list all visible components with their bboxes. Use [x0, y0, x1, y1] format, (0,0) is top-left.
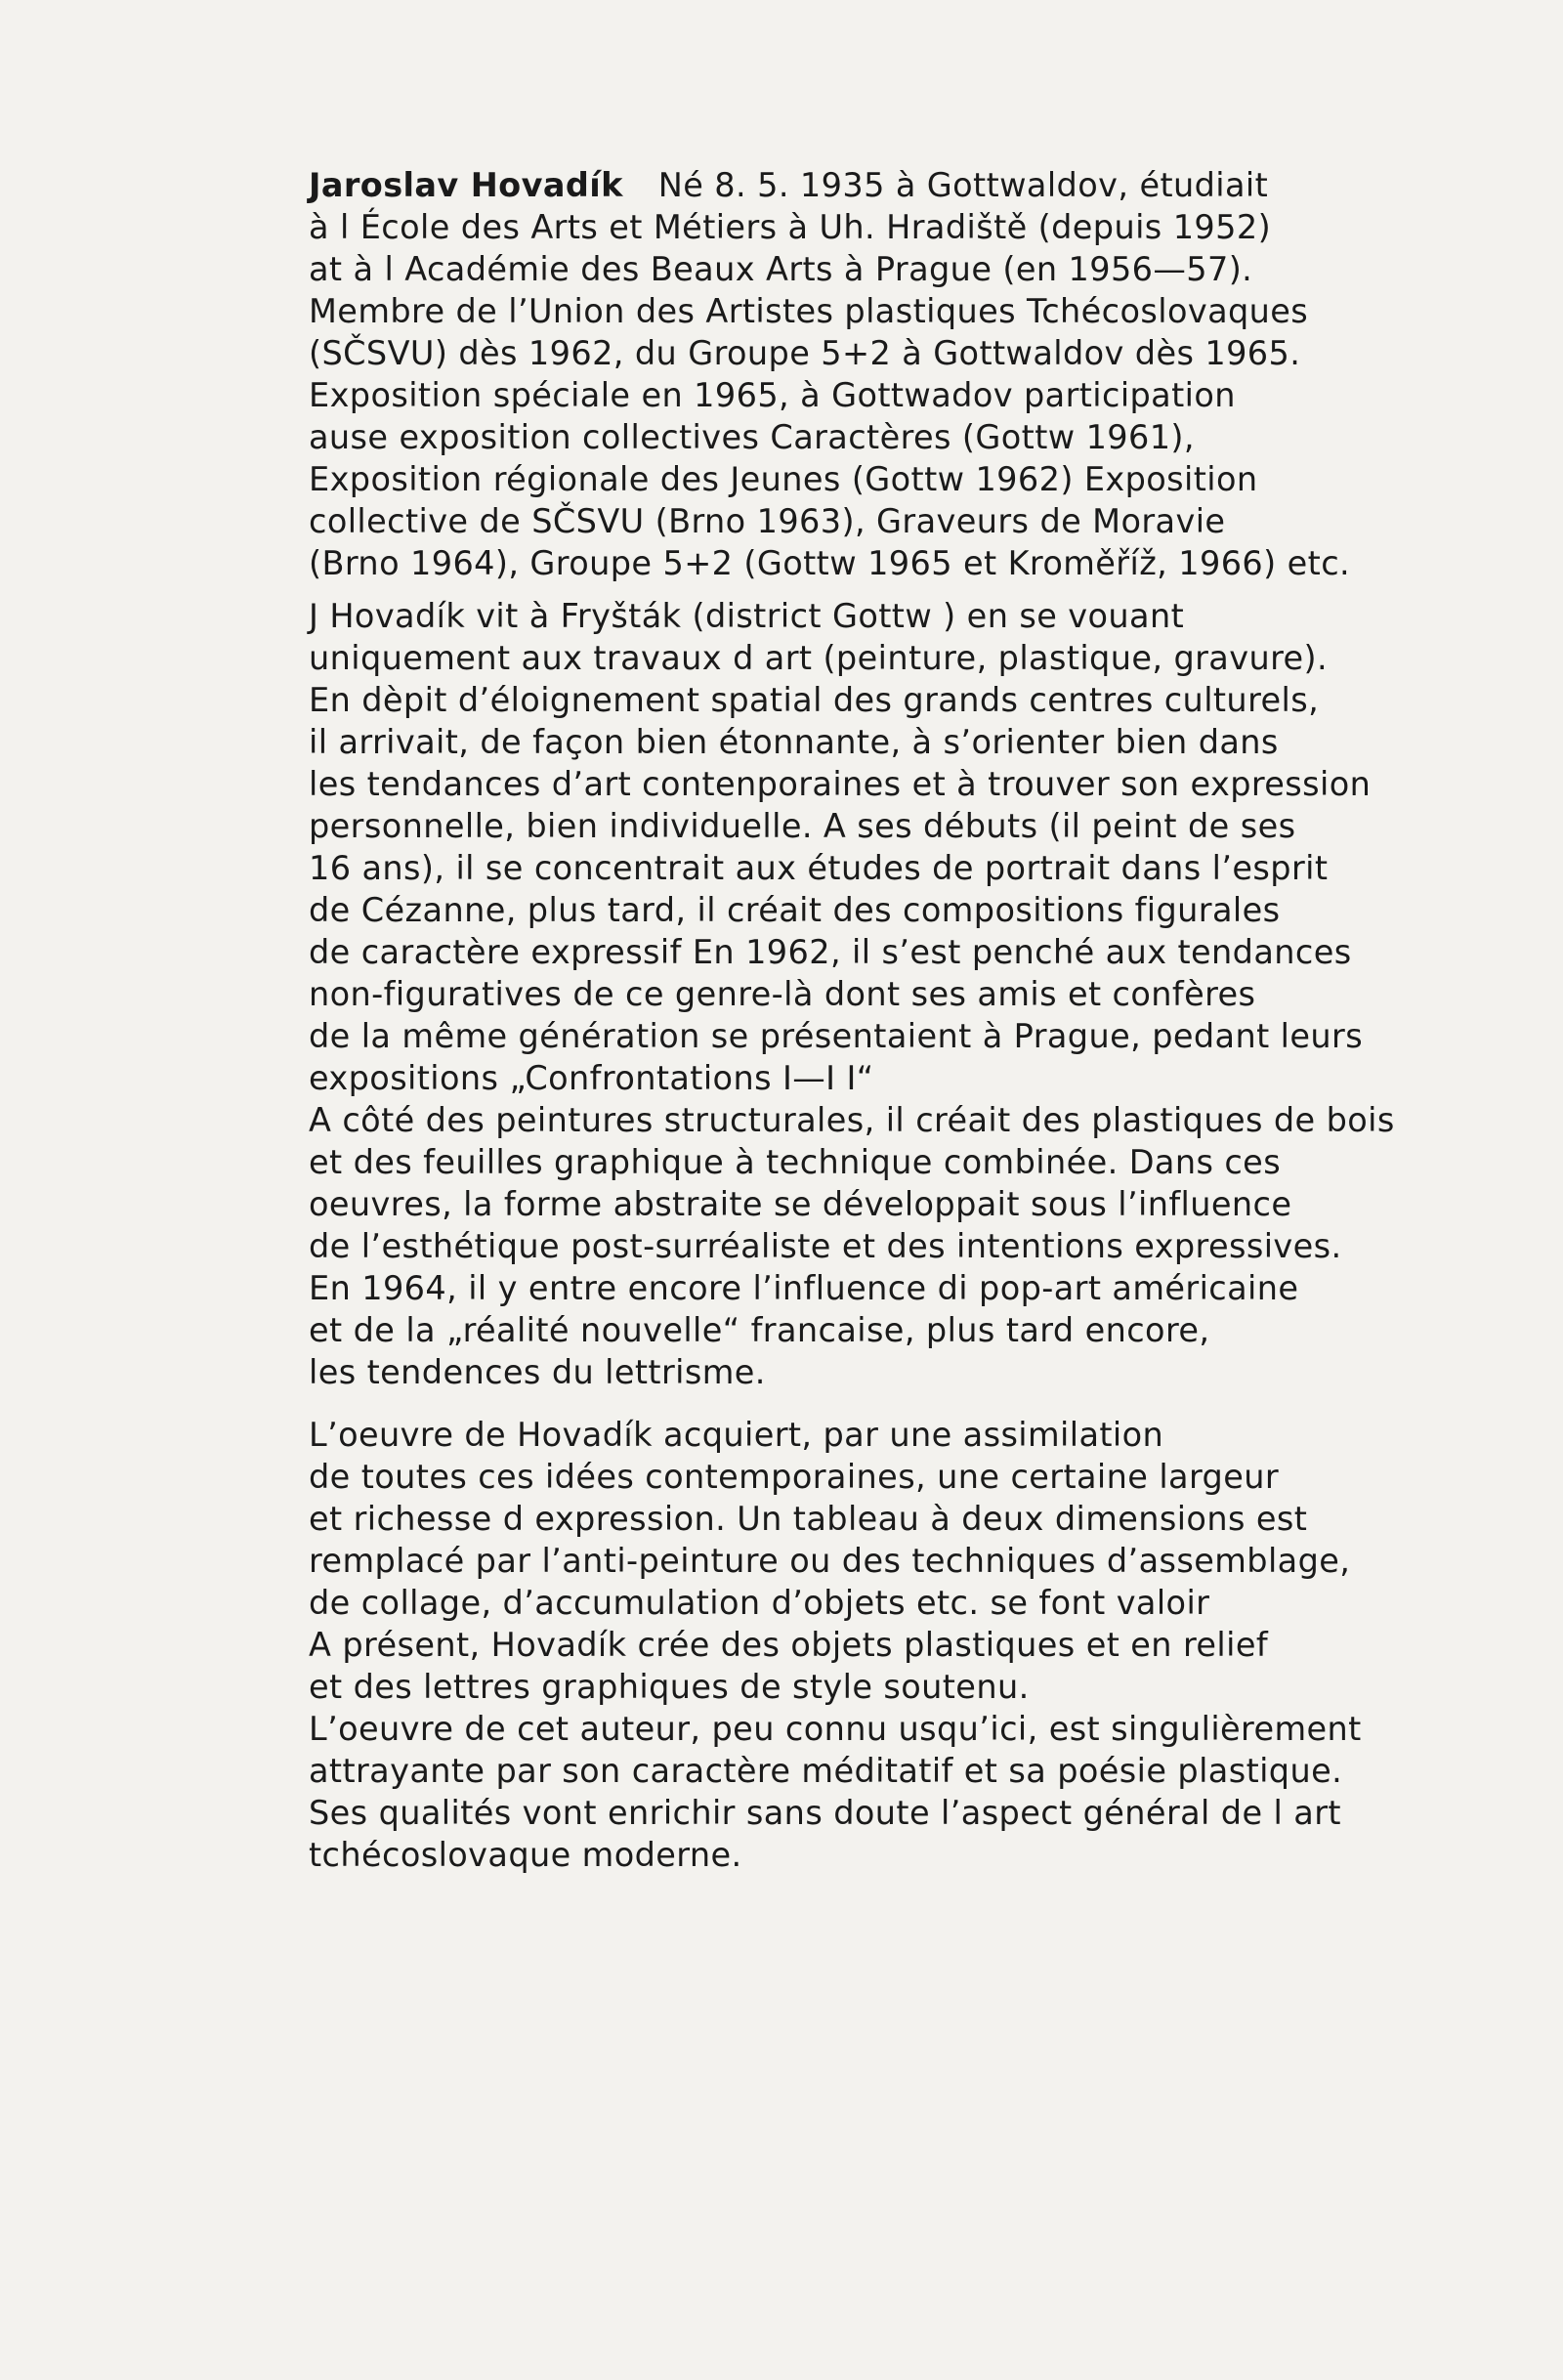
text-line: les tendences du lettrisme. — [309, 1353, 766, 1391]
text-line: at à l Académie des Beaux Arts à Prague (en 1956—57). — [309, 250, 1253, 288]
text-line: de toutes ces idées contemporaines, une certaine largeur — [309, 1458, 1280, 1496]
text-line: En dèpit d’éloignement spatial des grands centres culturels, — [309, 681, 1320, 719]
text-line: oeuvres, la forme abstraite se développait sous l’influence — [309, 1185, 1292, 1223]
text-line: (Brno 1964), Groupe 5+2 (Gottw 1965 et Kroměříž, 1966) etc. — [309, 544, 1351, 582]
text-line: de l’esthétique post-surréaliste et des intentions expressives. — [309, 1227, 1342, 1265]
text-line: les tendances d’art contenporaines et à trouver son expression — [309, 765, 1372, 803]
text-line: Exposition spéciale en 1965, à Gottwadov participation — [309, 376, 1236, 414]
text-line: Membre de l’Union des Artistes plastiques Tchécoslovaques — [309, 292, 1309, 330]
text-line: 16 ans), il se concentrait aux études de portrait dans l’esprit — [309, 849, 1329, 887]
text-line: et des feuilles graphique à technique combinée. Dans ces — [309, 1143, 1282, 1181]
text-line: et des lettres graphiques de style soutenu. — [309, 1668, 1030, 1706]
text-line: de la même génération se présentaient à Prague, pedant leurs — [309, 1017, 1364, 1055]
author-name: Jaroslav Hovadík — [309, 166, 623, 204]
text-line: (SČSVU) dès 1962, du Groupe 5+2 à Gottwaldov dès 1965. — [309, 334, 1301, 372]
text-line: A présent, Hovadík crée des objets plastiques et en relief — [309, 1626, 1269, 1664]
text-line: remplacé par l’anti-peinture ou des techniques d’assemblage, — [309, 1542, 1351, 1580]
text-line: En 1964, il y entre encore l’influence di pop-art américaine — [309, 1269, 1299, 1307]
text-line: de Cézanne, plus tard, il créait des compositions figurales — [309, 891, 1281, 929]
text-line: collective de SČSVU (Brno 1963), Graveurs de Moravie — [309, 502, 1226, 540]
text-line: Exposition régionale des Jeunes (Gottw 1962) Exposition — [309, 460, 1258, 498]
biography-text — [309, 164, 1461, 1876]
text-line: ause exposition collectives Caractères (Gottw 1961), — [309, 418, 1195, 456]
text-line: expositions „Confrontations I—I I“ — [309, 1059, 874, 1097]
paragraph-gap — [309, 1393, 1461, 1414]
text-line: non-figuratives de ce genre-là dont ses amis et confères — [309, 975, 1256, 1013]
text-line: L’oeuvre de cet auteur, peu connu usqu’ici, est singulièrement — [309, 1710, 1362, 1748]
text-line: tchécoslovaque moderne. — [309, 1836, 742, 1874]
text-line: attrayante par son caractère méditatif et sa poésie plastique. — [309, 1752, 1343, 1790]
text-line: de collage, d’accumulation d’objets etc. se font valoir — [309, 1584, 1210, 1622]
text-line: et richesse d expression. Un tableau à deux dimensions est — [309, 1500, 1308, 1538]
paragraph-gap — [309, 584, 1461, 595]
text-line: il arrivait, de façon bien étonnante, à s’orienter bien dans — [309, 723, 1279, 761]
text-line: de caractère expressif En 1962, il s’est penché aux tendances — [309, 933, 1352, 971]
text-line: J Hovadík vit à Fryšták (district Gottw ) en se vouant — [309, 597, 1185, 635]
text-line: uniquement aux travaux d art (peinture, plastique, gravure). — [309, 639, 1329, 677]
text-line: Né 8. 5. 1935 à Gottwaldov, étudiait — [657, 166, 1269, 204]
paragraph-1-line-1 — [309, 164, 1461, 206]
text-line: personnelle, bien individuelle. A ses débuts (il peint de ses — [309, 807, 1296, 845]
text-line: L’oeuvre de Hovadík acquiert, par une assimilation — [309, 1416, 1164, 1454]
text-line: et de la „réalité nouvelle“ francaise, plus tard encore, — [309, 1311, 1210, 1349]
text-line: à l École des Arts et Métiers à Uh. Hradiště (depuis 1952) — [309, 208, 1272, 246]
text-line: Ses qualités vont enrichir sans doute l’aspect général de l art — [309, 1794, 1341, 1832]
text-line: A côté des peintures structurales, il créait des plastiques de bois — [309, 1101, 1395, 1139]
